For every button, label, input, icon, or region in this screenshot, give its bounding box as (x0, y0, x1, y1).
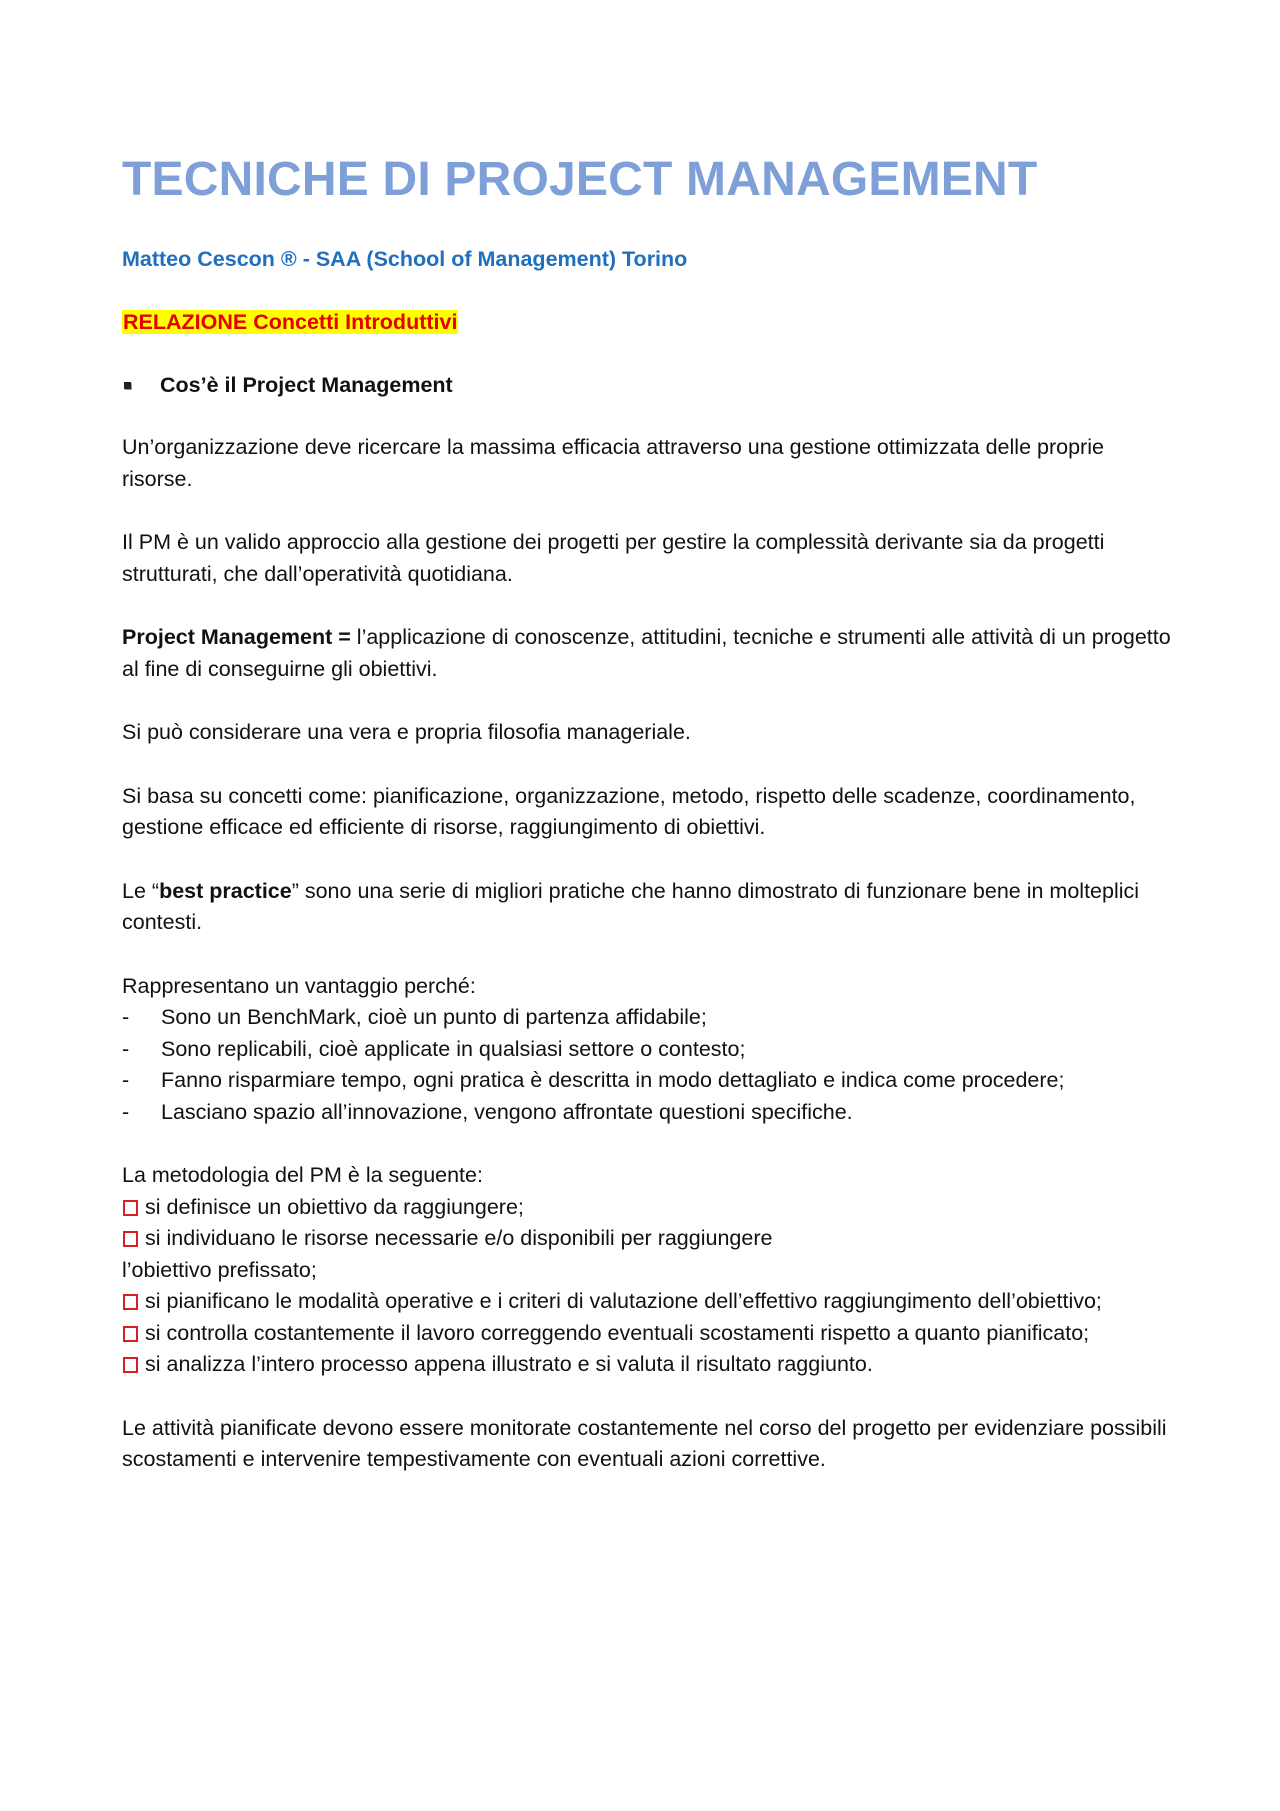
list-item (122, 1349, 1172, 1381)
definition-term: Project Management = (122, 625, 351, 649)
dash-marker: - (122, 1099, 130, 1124)
best-practice-post: ” sono una serie di migliori pratiche che hanno dimostrato di funzionare bene in molteplici contesti. (122, 878, 1140, 934)
paragraph-filosofia: Si può considerare una vera e propria filosofia manageriale. (122, 720, 691, 744)
list-item-text: si pianificano le modalità operative e i criteri di valutazione dell’effettivo raggiungimento dell’obiettivo; (145, 1289, 1102, 1313)
section-heading-text: Cos’è il Project Management (160, 373, 453, 397)
paragraph-definition (122, 622, 1172, 685)
author-line: Matteo Cescon ® - SAA (School of Management) Torino (122, 247, 688, 271)
checkbox-icon (123, 1231, 138, 1247)
paragraph-efficacia: Un’organizzazione deve ricercare la massima efficacia attraverso una gestione ottimizzata delle proprie risorse. (122, 435, 1104, 491)
list-item (122, 1034, 1172, 1066)
list-item (122, 1002, 1172, 1034)
checkbox-icon (123, 1200, 138, 1216)
list-item (122, 1097, 1172, 1129)
dash-marker: - (122, 1068, 130, 1092)
paragraph-metodologia-intro: La metodologia del PM è la seguente: (122, 1163, 483, 1187)
section-heading (122, 370, 1172, 400)
list-item (122, 1318, 1172, 1350)
paragraph-best-practice (122, 876, 1172, 939)
method-steps-list (122, 1192, 1172, 1381)
checkbox-icon (123, 1326, 138, 1342)
list-item-text: si individuano le risorse necessarie e/o disponibili per raggiungere l’obiettivo prefissato; (122, 1226, 773, 1282)
list-item-text: si definisce un obiettivo da raggiungere; (145, 1194, 524, 1219)
list-item (122, 1192, 1172, 1224)
list-item (122, 1286, 1172, 1318)
paragraph-vantaggio-intro: Rappresentano un vantaggio perché: (122, 973, 476, 998)
definition-text: l’applicazione di conoscenze, attitudini, tecniche e strumenti alle attività di un progetto al fine di conseguirne gli obiettivi. (122, 625, 1171, 681)
document-title: TECNICHE DI PROJECT MANAGEMENT (122, 153, 1038, 206)
list-item-text: Lasciano spazio all’innovazione, vengono affrontate questioni specifiche. (161, 1099, 853, 1124)
paragraph-monitoraggio: Le attività pianificate devono essere monitorate costantemente nel corso del progetto per evidenziare possibili scostamenti e intervenire tempestivamente con eventuali azioni correttive. (122, 1415, 1167, 1471)
checkbox-icon (123, 1294, 138, 1310)
list-item-text: si analizza l’intero processo appena illustrato e si valuta il risultato raggiunto. (145, 1352, 873, 1376)
document-page (122, 150, 1172, 1476)
list-item-text: Sono replicabili, cioè applicate in qualsiasi settore o contesto; (161, 1036, 746, 1061)
checkbox-icon (123, 1357, 138, 1373)
square-bullet-icon (124, 382, 131, 389)
paragraph-pm-approccio: Il PM è un valido approccio alla gestione dei progetti per gestire la complessità derivante sia da progetti strutturati, che dall’operatività quotidiana. (122, 530, 1105, 586)
list-item-text: si controlla costantemente il lavoro correggendo eventuali scostamenti rispetto a quanto pianificato; (145, 1320, 1090, 1345)
list-item-text: Sono un BenchMark, cioè un punto di partenza affidabile; (161, 1005, 707, 1029)
dash-marker: - (122, 1005, 130, 1029)
relazione-highlight: RELAZIONE Concetti Introduttivi (123, 310, 458, 334)
advantages-list (122, 1002, 1172, 1128)
best-practice-pre: Le “ (122, 878, 160, 903)
list-item (122, 1065, 1172, 1097)
relazione-line (122, 307, 1172, 337)
dash-marker: - (122, 1036, 130, 1061)
best-practice-term: best practice (159, 878, 292, 903)
list-item-text: Fanno risparmiare tempo, ogni pratica è descritta in modo dettagliato e indica come procedere; (161, 1068, 1065, 1092)
paragraph-concetti: Si basa su concetti come: pianificazione, organizzazione, metodo, rispetto delle scadenze, coordinamento, gestione efficace ed efficiente di risorse, raggiungimento di obiettivi. (122, 783, 1136, 839)
list-item (122, 1223, 857, 1286)
